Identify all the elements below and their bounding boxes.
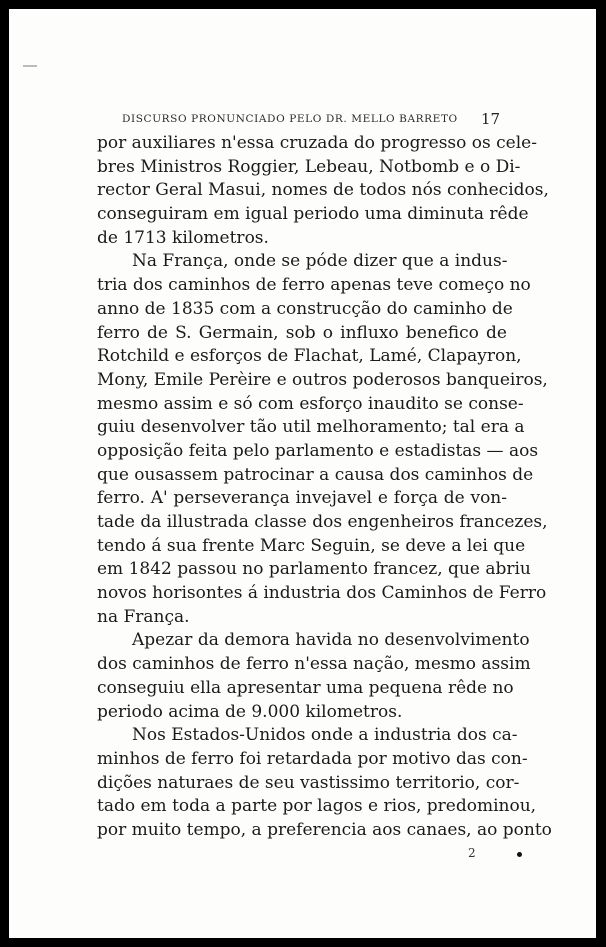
text-line: guiu desenvolver tão util melhoramento; tal era a <box>97 417 525 438</box>
text-line: tade da illustrada classe dos engenheiros francezes, <box>97 512 548 532</box>
body-text <box>97 132 552 843</box>
text-line: Rotchild e esforços de Flachat, Lamé, Clapayron, <box>97 346 522 367</box>
running-head: DISCURSO PRONUNCIADO PELO DR. MELLO BARRETO <box>122 113 458 125</box>
text-line: de 1713 kilometros. <box>97 227 269 248</box>
ink-dot <box>517 852 522 857</box>
text-line: em 1842 passou no parlamento francez, que abriu <box>97 559 531 580</box>
text-line: por muito tempo, a preferencia aos canaes, ao ponto <box>97 819 552 840</box>
text-line: Na França, onde se póde dizer que a indus- <box>132 251 508 272</box>
text-line: por auxiliares n'essa cruzada do progresso os cele- <box>97 133 537 153</box>
text-line: minhos de ferro foi retardada por motivo das con- <box>97 748 528 769</box>
signature-mark: 2 <box>468 846 476 860</box>
text-line: mesmo assim e só com esforço inaudito se conse- <box>97 393 524 414</box>
text-line: na França. <box>97 606 190 627</box>
text-line: opposição feita pelo parlamento e estadistas — aos <box>97 440 539 461</box>
text-line: Nos Estados-Unidos onde a industria dos ca- <box>132 725 518 746</box>
text-line: bres Ministros Roggier, Lebeau, Notbomb e o Di- <box>97 156 521 177</box>
text-line: que ousassem patrocinar a causa dos caminhos de <box>97 464 534 485</box>
text-line: tria dos caminhos de ferro apenas teve começo no <box>97 275 531 296</box>
text-line: novos horisontes á industria dos Caminhos de Ferro <box>97 583 547 604</box>
text-line: tado em toda a parte por lagos e rios, predominou, <box>97 796 537 817</box>
text-line: conseguiram em igual periodo uma diminuta rêde <box>97 204 529 225</box>
text-line: Apezar da demora havida no desenvolvimento <box>132 630 530 651</box>
text-line: rector Geral Masui, nomes de todos nós conhecidos, <box>97 180 549 201</box>
text-line: conseguiu ella apresentar uma pequena rêde no <box>97 677 514 698</box>
text-line: ferro de S. Germain, sob o influxo benefico de <box>97 322 507 343</box>
text-line: anno de 1835 com a construcção do caminho de <box>97 298 513 319</box>
text-line: ferro. A' perseverança invejavel e força de von- <box>97 488 507 509</box>
text-line: dos caminhos de ferro n'essa nação, mesmo assim <box>97 654 531 675</box>
book-page <box>9 9 596 938</box>
page-blemish <box>23 65 37 67</box>
text-line: dições naturaes de seu vastissimo territorio, cor- <box>97 772 520 793</box>
text-line: periodo acima de 9.000 kilometros. <box>97 701 403 722</box>
text-line: Mony, Emile Perèire e outros poderosos banqueiros, <box>97 369 548 390</box>
page-number: 17 <box>481 110 501 128</box>
text-line: tendo á sua frente Marc Seguin, se deve a lei que <box>97 535 526 556</box>
